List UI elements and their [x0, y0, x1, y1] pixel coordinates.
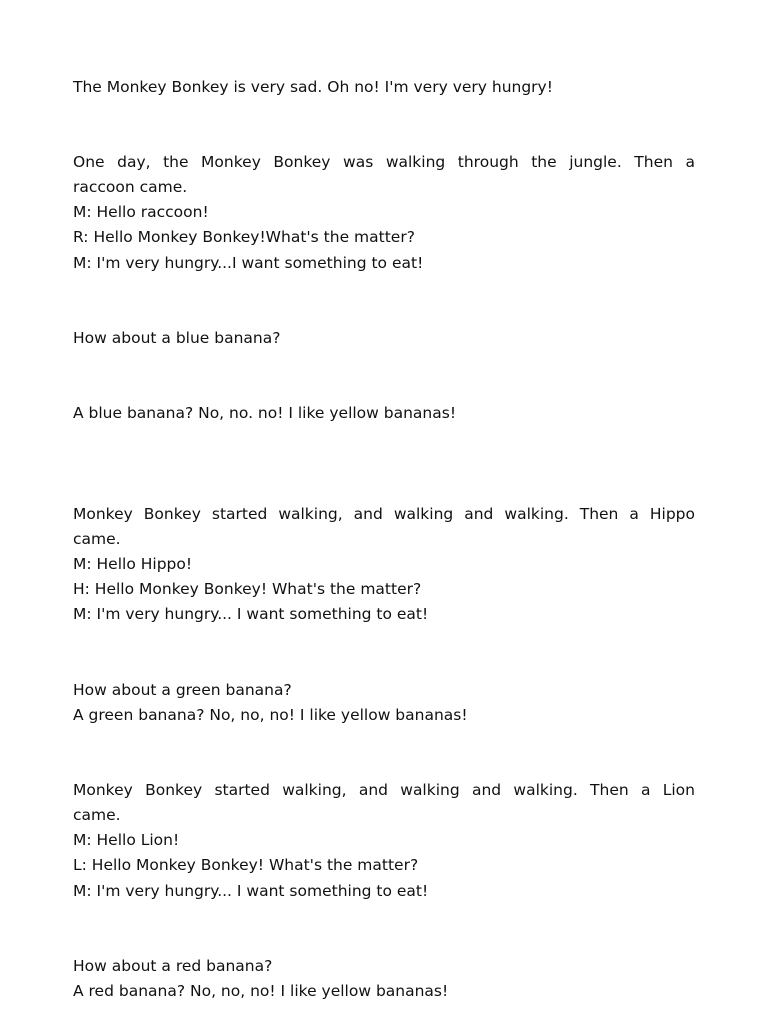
- text-line: A green banana? No, no, no! I like yellow bananas!: [73, 706, 468, 724]
- text-line: A blue banana? No, no. no! I like yellow bananas!: [73, 404, 457, 422]
- text-line: Monkey Bonkey started walking, and walking and walking. Then a Lion: [73, 781, 695, 799]
- text-line: M: Hello Lion!: [73, 831, 180, 849]
- text-line: M: Hello Hippo!: [73, 555, 193, 573]
- text-line: M: I'm very hungry...I want something to eat!: [73, 254, 424, 272]
- text-line: came.: [73, 530, 121, 548]
- text-line: came.: [73, 806, 121, 824]
- text-line: A red banana? No, no, no! I like yellow bananas!: [73, 982, 449, 1000]
- text-line: M: Hello raccoon!: [73, 203, 209, 221]
- text-line: M: I'm very hungry... I want something to eat!: [73, 605, 429, 623]
- text-line: L: Hello Monkey Bonkey! What's the matter?: [73, 856, 419, 874]
- text-line: One day, the Monkey Bonkey was walking through the jungle. Then a: [73, 153, 695, 171]
- text-line: How about a green banana?: [73, 681, 292, 699]
- text-line: How about a blue banana?: [73, 329, 281, 347]
- text-line: raccoon came.: [73, 178, 188, 196]
- text-line: R: Hello Monkey Bonkey!What's the matter?: [73, 228, 415, 246]
- text-line: H: Hello Monkey Bonkey! What's the matter?: [73, 580, 422, 598]
- text-line: M: I'm very hungry... I want something to eat!: [73, 882, 429, 900]
- text-line: Monkey Bonkey started walking, and walking and walking. Then a Hippo: [73, 505, 695, 523]
- text-line: The Monkey Bonkey is very sad. Oh no! I'm very very hungry!: [73, 78, 553, 96]
- text-line: How about a red banana?: [73, 957, 273, 975]
